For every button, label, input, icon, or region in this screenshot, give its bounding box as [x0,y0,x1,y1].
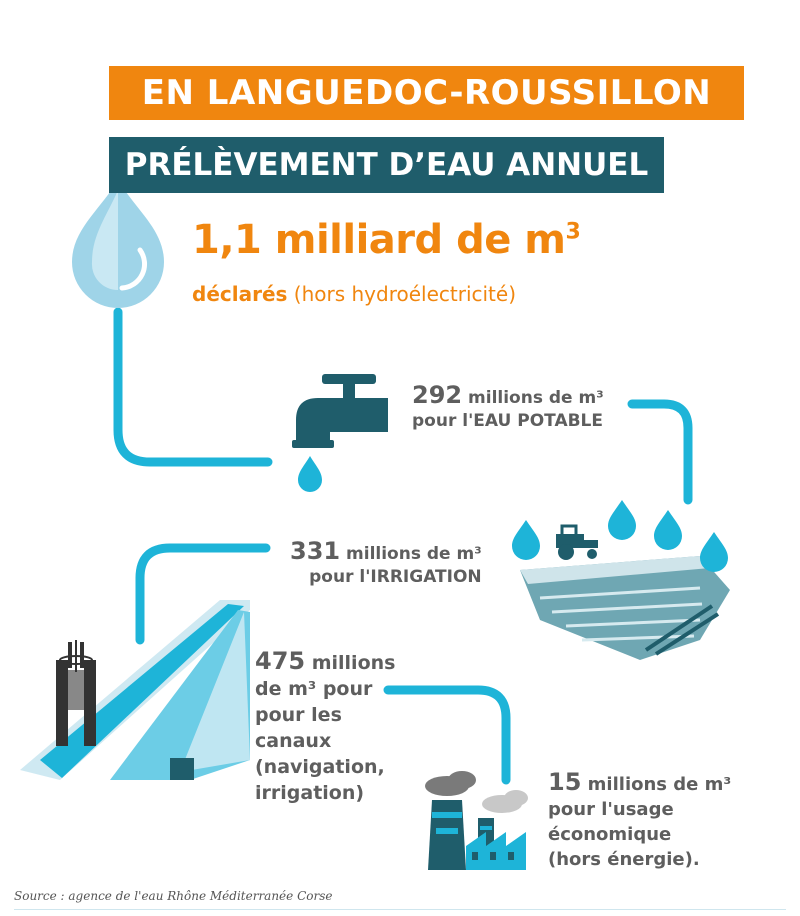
tractor-field-icon [512,500,730,660]
stat-irrigation-line1: millions de m³ [340,544,482,564]
water-drop-icon [72,180,164,308]
stat-potable-line1: millions de m³ [462,388,604,408]
connector-drop-to-faucet [118,312,268,462]
region-banner: EN LANGUEDOC-ROUSSILLON [109,66,744,120]
stat-canaux-value: 475 [255,647,306,675]
stat-canaux-line6: irrigation) [255,782,365,804]
stat-economique-line1: millions de m³ [581,774,732,795]
factory-icon [425,771,528,870]
total-unit: milliard de m [261,217,566,263]
stat-irrigation-value: 331 [290,537,341,565]
stat-canaux-line2: de m³ pour [255,678,373,700]
stat-economique-line3: économique [548,824,672,845]
stat-canaux-line4: canaux [255,730,332,752]
total-value: 1,1 [192,217,262,263]
stat-canaux-line1: millions [305,652,396,674]
stat-potable [412,381,604,433]
canal-icon [20,600,250,780]
stat-potable-value: 292 [412,381,463,409]
source-credit: Source : agence de l'eau Rhône Méditerranée Corse [14,889,333,903]
declared-note: (hors hydroélectricité) [287,282,517,306]
stat-irrigation-line2: pour l'IRRIGATION [309,567,482,587]
stat-economique-line4: (hors énergie). [548,849,700,870]
stat-irrigation [290,537,482,589]
total-note [192,282,516,306]
stat-canaux-line3: pour les [255,704,342,726]
faucet-icon [292,374,388,492]
total-withdrawal [192,217,580,263]
connector-potable-to-field [632,404,688,500]
connector-canal-to-factory [388,690,506,780]
stat-canaux [255,648,395,806]
stat-economique-line2: pour l'usage [548,799,674,820]
subtitle-banner: PRÉLÈVEMENT D’EAU ANNUEL [109,137,664,193]
stat-economique [548,770,731,872]
stat-economique-value: 15 [548,768,582,796]
declared-label: déclarés [192,282,288,306]
stat-canaux-line5: (navigation, [255,756,385,778]
total-unit-sup: 3 [565,219,581,245]
bottom-divider [14,909,786,910]
stat-potable-line2: pour l'EAU POTABLE [412,411,604,431]
